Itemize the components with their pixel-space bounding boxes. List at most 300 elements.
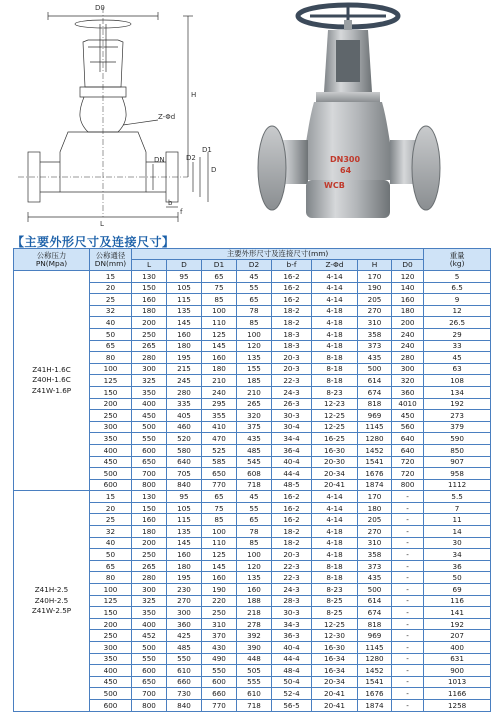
label-l: L bbox=[100, 220, 104, 228]
table-cell: 85 bbox=[202, 514, 237, 526]
table-cell: 50 bbox=[90, 328, 132, 340]
table-cell: 25 bbox=[90, 294, 132, 306]
table-cell: 180 bbox=[167, 340, 202, 352]
table-cell: 600 bbox=[90, 479, 132, 491]
table-cell: 800 bbox=[132, 479, 167, 491]
table-cell: 460 bbox=[167, 421, 202, 433]
table-cell: 280 bbox=[167, 386, 202, 398]
table-cell: 770 bbox=[202, 699, 237, 711]
table-cell: 4-18 bbox=[312, 328, 358, 340]
table-cell: 373 bbox=[358, 560, 392, 572]
table-cell: 200 bbox=[90, 618, 132, 630]
table-cell: - bbox=[392, 642, 424, 654]
table-cell: - bbox=[392, 537, 424, 549]
table-cell: 958 bbox=[424, 468, 491, 480]
table-cell: 4-18 bbox=[312, 526, 358, 538]
table-cell: 185 bbox=[237, 375, 272, 387]
table-cell: 450 bbox=[90, 676, 132, 688]
table-cell: 192 bbox=[424, 398, 491, 410]
table-cell: 430 bbox=[202, 642, 237, 654]
table-cell: 245 bbox=[167, 375, 202, 387]
table-cell: 310 bbox=[358, 537, 392, 549]
table-cell: 550 bbox=[202, 665, 237, 677]
table-cell: 1280 bbox=[358, 433, 392, 445]
table-cell: 4-14 bbox=[312, 491, 358, 503]
table-cell: 270 bbox=[358, 526, 392, 538]
table-cell: 300 bbox=[132, 363, 167, 375]
table-cell: 80 bbox=[90, 352, 132, 364]
table-cell: - bbox=[392, 595, 424, 607]
table-cell: 55 bbox=[237, 502, 272, 514]
table-cell: 40 bbox=[90, 317, 132, 329]
table-cell: 160 bbox=[392, 294, 424, 306]
table-cell: 720 bbox=[392, 468, 424, 480]
table-cell: 160 bbox=[202, 352, 237, 364]
table-cell: 125 bbox=[202, 328, 237, 340]
table-cell: 273 bbox=[424, 410, 491, 422]
table-cell: 32 bbox=[90, 526, 132, 538]
model-name: Z40H-1.6C bbox=[32, 375, 71, 385]
label-b: b bbox=[168, 199, 173, 207]
table-cell: 300 bbox=[132, 584, 167, 596]
table-cell: 36 bbox=[424, 560, 491, 572]
table-cell: 730 bbox=[167, 688, 202, 700]
table-cell: 1874 bbox=[358, 699, 392, 711]
table-cell: 1258 bbox=[424, 699, 491, 711]
table-cell: 310 bbox=[202, 618, 237, 630]
table-cell: 110 bbox=[202, 317, 237, 329]
table-cell: 545 bbox=[237, 456, 272, 468]
label-holes: Z-Φd bbox=[158, 113, 176, 121]
table-cell: 674 bbox=[358, 607, 392, 619]
section-title: 【主要外形尺寸及连接尺寸】 bbox=[12, 235, 175, 249]
table-cell: 34 bbox=[424, 549, 491, 561]
table-cell: 34-4 bbox=[272, 433, 312, 445]
table-cell: 170 bbox=[358, 491, 392, 503]
model-name: Z41H-2.5 bbox=[34, 585, 69, 595]
table-cell: 8-25 bbox=[312, 607, 358, 619]
table-cell: 640 bbox=[167, 456, 202, 468]
table-cell: 50 bbox=[424, 572, 491, 584]
column-header-d2: D2 bbox=[237, 260, 272, 271]
table-cell: 125 bbox=[90, 375, 132, 387]
table-cell: 12 bbox=[424, 305, 491, 317]
table-cell: 6.5 bbox=[424, 282, 491, 294]
table-cell: 610 bbox=[167, 665, 202, 677]
table-cell: 15 bbox=[90, 491, 132, 503]
valve-photo bbox=[250, 0, 450, 232]
table-cell: 400 bbox=[132, 618, 167, 630]
table-cell: 600 bbox=[202, 676, 237, 688]
table-cell: 350 bbox=[90, 653, 132, 665]
table-cell: 392 bbox=[237, 630, 272, 642]
table-cell: 100 bbox=[237, 328, 272, 340]
table-cell: 145 bbox=[167, 317, 202, 329]
table-cell: 105 bbox=[167, 502, 202, 514]
table-cell: 25 bbox=[90, 514, 132, 526]
table-cell: 11 bbox=[424, 514, 491, 526]
table-cell: 116 bbox=[424, 595, 491, 607]
table-cell: 45 bbox=[237, 491, 272, 503]
table-cell: 720 bbox=[392, 456, 424, 468]
table-cell: 580 bbox=[167, 444, 202, 456]
table-cell: 448 bbox=[237, 653, 272, 665]
table-row bbox=[14, 271, 491, 283]
table-cell: 135 bbox=[167, 526, 202, 538]
table-cell: 700 bbox=[132, 688, 167, 700]
table-cell: 660 bbox=[202, 688, 237, 700]
table-cell: 44-4 bbox=[272, 653, 312, 665]
table-cell: 100 bbox=[237, 549, 272, 561]
table-cell: 280 bbox=[132, 572, 167, 584]
table-cell: 4010 bbox=[392, 398, 424, 410]
table-cell: 180 bbox=[358, 502, 392, 514]
table-cell: 56-5 bbox=[272, 699, 312, 711]
table-cell: 200 bbox=[132, 537, 167, 549]
table-cell: 500 bbox=[132, 421, 167, 433]
table-cell: - bbox=[392, 549, 424, 561]
table-cell: 22-3 bbox=[272, 572, 312, 584]
table-cell: 48-5 bbox=[272, 479, 312, 491]
table-cell: 800 bbox=[132, 699, 167, 711]
table-cell: 195 bbox=[167, 352, 202, 364]
table-cell: 180 bbox=[132, 526, 167, 538]
table-cell: 640 bbox=[392, 433, 424, 445]
table-cell: 16-34 bbox=[312, 665, 358, 677]
table-cell: 7 bbox=[424, 502, 491, 514]
table-cell: 240 bbox=[392, 328, 424, 340]
table-cell: 610 bbox=[237, 688, 272, 700]
table-cell: 200 bbox=[90, 398, 132, 410]
table-cell: 969 bbox=[358, 630, 392, 642]
table-cell: 44-4 bbox=[272, 468, 312, 480]
table-cell: 22-3 bbox=[272, 375, 312, 387]
table-cell: 410 bbox=[202, 421, 237, 433]
table-cell: 1112 bbox=[424, 479, 491, 491]
table-cell: 9 bbox=[424, 294, 491, 306]
table-cell: 28-3 bbox=[272, 595, 312, 607]
table-cell: 450 bbox=[392, 410, 424, 422]
table-cell: 85 bbox=[237, 317, 272, 329]
table-cell: 650 bbox=[132, 456, 167, 468]
table-cell: 425 bbox=[167, 630, 202, 642]
table-cell: 16-2 bbox=[272, 514, 312, 526]
table-cell: - bbox=[392, 665, 424, 677]
model-cell bbox=[14, 491, 90, 711]
table-cell: 555 bbox=[237, 676, 272, 688]
table-cell: 373 bbox=[358, 340, 392, 352]
table-cell: 192 bbox=[424, 618, 491, 630]
table-cell: 818 bbox=[358, 618, 392, 630]
table-cell: 600 bbox=[132, 665, 167, 677]
table-cell: 207 bbox=[424, 630, 491, 642]
table-cell: 63 bbox=[424, 363, 491, 375]
table-cell: 560 bbox=[392, 421, 424, 433]
table-cell: 16-2 bbox=[272, 491, 312, 503]
table-cell: 205 bbox=[358, 294, 392, 306]
table-cell: 16-34 bbox=[312, 653, 358, 665]
table-cell: - bbox=[392, 688, 424, 700]
label-d0: D0 bbox=[95, 4, 105, 12]
table-cell: - bbox=[392, 607, 424, 619]
table-cell: 130 bbox=[132, 491, 167, 503]
table-cell: 210 bbox=[237, 386, 272, 398]
table-cell: 1676 bbox=[358, 688, 392, 700]
table-cell: 18-2 bbox=[272, 317, 312, 329]
table-cell: 100 bbox=[90, 363, 132, 375]
table-cell: 350 bbox=[132, 607, 167, 619]
table-cell: 16-30 bbox=[312, 444, 358, 456]
table-cell: 120 bbox=[237, 340, 272, 352]
table-cell: 300 bbox=[90, 421, 132, 433]
table-cell: 400 bbox=[90, 665, 132, 677]
table-cell: 265 bbox=[132, 560, 167, 572]
figure-area bbox=[0, 0, 500, 232]
table-cell: 120 bbox=[392, 271, 424, 283]
table-cell: 295 bbox=[202, 398, 237, 410]
table-cell: 350 bbox=[132, 386, 167, 398]
label-d2: D2 bbox=[186, 154, 196, 162]
table-cell: 500 bbox=[132, 642, 167, 654]
header-weight: 重量 (kg) bbox=[424, 249, 491, 271]
table-row bbox=[14, 491, 491, 503]
table-cell: 400 bbox=[424, 642, 491, 654]
column-header-d1: D1 bbox=[202, 260, 237, 271]
table-cell: 370 bbox=[202, 630, 237, 642]
table-cell: 1145 bbox=[358, 421, 392, 433]
table-cell: 4-18 bbox=[312, 549, 358, 561]
table-cell: 5 bbox=[424, 271, 491, 283]
table-cell: - bbox=[392, 584, 424, 596]
table-cell: 900 bbox=[424, 665, 491, 677]
label-d: D bbox=[211, 166, 217, 174]
table-cell: 110 bbox=[202, 537, 237, 549]
table-cell: 550 bbox=[132, 433, 167, 445]
table-cell: 190 bbox=[358, 282, 392, 294]
table-cell: 4-14 bbox=[312, 294, 358, 306]
table-cell: 600 bbox=[90, 699, 132, 711]
table-cell: 180 bbox=[132, 305, 167, 317]
table-cell: 150 bbox=[132, 502, 167, 514]
table-cell: 435 bbox=[358, 572, 392, 584]
table-cell: 4-14 bbox=[312, 502, 358, 514]
table-cell: 200 bbox=[392, 317, 424, 329]
table-cell: 26-3 bbox=[272, 398, 312, 410]
model-name: Z40H-2.5 bbox=[34, 595, 69, 605]
table-cell: 4-18 bbox=[312, 537, 358, 549]
valve-technical-drawing bbox=[8, 2, 230, 230]
table-cell: 452 bbox=[132, 630, 167, 642]
table-cell: 30-4 bbox=[272, 421, 312, 433]
table-cell: 390 bbox=[237, 642, 272, 654]
table-cell: 200 bbox=[132, 317, 167, 329]
column-header-d0: D0 bbox=[392, 260, 424, 271]
table-cell: 4-18 bbox=[312, 317, 358, 329]
label-dn: DN bbox=[154, 156, 165, 164]
table-cell: 770 bbox=[202, 479, 237, 491]
label-d1: D1 bbox=[202, 146, 212, 154]
table-cell: 325 bbox=[132, 595, 167, 607]
model-cell bbox=[14, 271, 90, 491]
table-cell: 650 bbox=[132, 676, 167, 688]
label-h: H bbox=[191, 91, 197, 99]
table-cell: 12-25 bbox=[312, 410, 358, 422]
table-cell: 640 bbox=[392, 444, 424, 456]
table-cell: 631 bbox=[424, 653, 491, 665]
table-cell: 818 bbox=[358, 398, 392, 410]
table-cell: 188 bbox=[237, 595, 272, 607]
table-cell: 310 bbox=[358, 317, 392, 329]
table-cell: 180 bbox=[392, 305, 424, 317]
table-cell: 52-4 bbox=[272, 688, 312, 700]
table-cell: 490 bbox=[202, 653, 237, 665]
table-cell: 14 bbox=[424, 526, 491, 538]
photo-mark-pn: 64 bbox=[340, 166, 352, 175]
table-cell: 20-3 bbox=[272, 352, 312, 364]
table-cell: 660 bbox=[167, 676, 202, 688]
table-cell: 650 bbox=[202, 468, 237, 480]
table-cell: 155 bbox=[237, 363, 272, 375]
table-cell: 20-34 bbox=[312, 676, 358, 688]
table-cell: 12-23 bbox=[312, 398, 358, 410]
header-dimensions: 主要外形尺寸及连接尺寸(mm) bbox=[132, 249, 424, 260]
photo-mark-material: WCB bbox=[324, 181, 345, 190]
table-cell: 100 bbox=[202, 526, 237, 538]
table-cell: 150 bbox=[90, 607, 132, 619]
table-cell: 20-3 bbox=[272, 549, 312, 561]
table-cell: 8-18 bbox=[312, 363, 358, 375]
table-cell: - bbox=[392, 618, 424, 630]
table-cell: 230 bbox=[167, 584, 202, 596]
table-cell: 4-18 bbox=[312, 305, 358, 317]
table-cell: 18-2 bbox=[272, 537, 312, 549]
table-cell: 32 bbox=[90, 305, 132, 317]
table-cell: 1145 bbox=[358, 642, 392, 654]
table-cell: 125 bbox=[90, 595, 132, 607]
table-cell: 1541 bbox=[358, 676, 392, 688]
table-cell: - bbox=[392, 502, 424, 514]
table-cell: 375 bbox=[237, 421, 272, 433]
table-cell: 4-14 bbox=[312, 514, 358, 526]
table-cell: 355 bbox=[202, 410, 237, 422]
table-cell: 65 bbox=[202, 491, 237, 503]
table-cell: 16-2 bbox=[272, 271, 312, 283]
column-header-z-d: Z-Φd bbox=[312, 260, 358, 271]
table-cell: 379 bbox=[424, 421, 491, 433]
table-cell: 108 bbox=[424, 375, 491, 387]
table-cell: 36-3 bbox=[272, 630, 312, 642]
table-cell: 180 bbox=[202, 363, 237, 375]
table-cell: 280 bbox=[392, 352, 424, 364]
table-cell: 180 bbox=[167, 560, 202, 572]
model-name: Z41W-2.5P bbox=[31, 606, 72, 616]
table-cell: 4-14 bbox=[312, 282, 358, 294]
table-cell: 65 bbox=[90, 560, 132, 572]
table-cell: 8-23 bbox=[312, 386, 358, 398]
table-cell: 26.5 bbox=[424, 317, 491, 329]
table-cell: 500 bbox=[358, 584, 392, 596]
table-cell: - bbox=[392, 526, 424, 538]
table-cell: 125 bbox=[202, 549, 237, 561]
table-cell: 4-14 bbox=[312, 271, 358, 283]
table-cell: 16-25 bbox=[312, 433, 358, 445]
table-cell: 907 bbox=[424, 456, 491, 468]
table-cell: 45 bbox=[424, 352, 491, 364]
table-cell: 250 bbox=[132, 328, 167, 340]
table-cell: 8-18 bbox=[312, 560, 358, 572]
table-cell: 674 bbox=[358, 386, 392, 398]
table-cell: 95 bbox=[167, 271, 202, 283]
table-cell: 190 bbox=[202, 584, 237, 596]
table-cell: 850 bbox=[424, 444, 491, 456]
model-name: Z41H-1.6C bbox=[32, 364, 71, 374]
table-cell: 300 bbox=[167, 607, 202, 619]
table-cell: 590 bbox=[424, 433, 491, 445]
table-cell: 325 bbox=[132, 375, 167, 387]
table-cell: 20-41 bbox=[312, 699, 358, 711]
table-cell: 1166 bbox=[424, 688, 491, 700]
table-cell: 65 bbox=[90, 340, 132, 352]
table-cell: 435 bbox=[358, 352, 392, 364]
table-cell: 550 bbox=[132, 653, 167, 665]
spec-table bbox=[13, 248, 491, 712]
table-cell: 135 bbox=[167, 305, 202, 317]
table-cell: 1280 bbox=[358, 653, 392, 665]
table-cell: 18-3 bbox=[272, 340, 312, 352]
table-cell: 18-3 bbox=[272, 328, 312, 340]
table-cell: - bbox=[392, 653, 424, 665]
table-cell: 160 bbox=[132, 294, 167, 306]
table-cell: 69 bbox=[424, 584, 491, 596]
table-cell: 360 bbox=[167, 618, 202, 630]
table-cell: - bbox=[392, 699, 424, 711]
table-cell: 12-30 bbox=[312, 630, 358, 642]
column-header-h: H bbox=[358, 260, 392, 271]
table-cell: 8-25 bbox=[312, 595, 358, 607]
table-cell: - bbox=[392, 491, 424, 503]
table-cell: 135 bbox=[237, 352, 272, 364]
table-cell: 240 bbox=[392, 340, 424, 352]
table-cell: 800 bbox=[392, 479, 424, 491]
table-cell: 270 bbox=[167, 595, 202, 607]
table-cell: 150 bbox=[132, 282, 167, 294]
table-cell: 15 bbox=[90, 271, 132, 283]
table-cell: 100 bbox=[202, 305, 237, 317]
table-cell: 1676 bbox=[358, 468, 392, 480]
table-cell: 134 bbox=[424, 386, 491, 398]
table-cell: 358 bbox=[358, 549, 392, 561]
table-cell: 8-18 bbox=[312, 375, 358, 387]
table-cell: 215 bbox=[167, 363, 202, 375]
table-cell: 141 bbox=[424, 607, 491, 619]
table-cell: 45 bbox=[237, 271, 272, 283]
table-cell: 75 bbox=[202, 502, 237, 514]
table-cell: 718 bbox=[237, 699, 272, 711]
table-cell: 20-41 bbox=[312, 688, 358, 700]
table-cell: 65 bbox=[237, 294, 272, 306]
table-cell: 500 bbox=[358, 363, 392, 375]
table-cell: - bbox=[392, 572, 424, 584]
column-header-d: D bbox=[167, 260, 202, 271]
table-cell: 195 bbox=[167, 572, 202, 584]
table-cell: 525 bbox=[202, 444, 237, 456]
table-cell: 358 bbox=[358, 328, 392, 340]
table-cell: 30-3 bbox=[272, 607, 312, 619]
table-cell: 585 bbox=[202, 456, 237, 468]
table-cell: 170 bbox=[358, 271, 392, 283]
table-cell: 130 bbox=[132, 271, 167, 283]
table-cell: 95 bbox=[167, 491, 202, 503]
